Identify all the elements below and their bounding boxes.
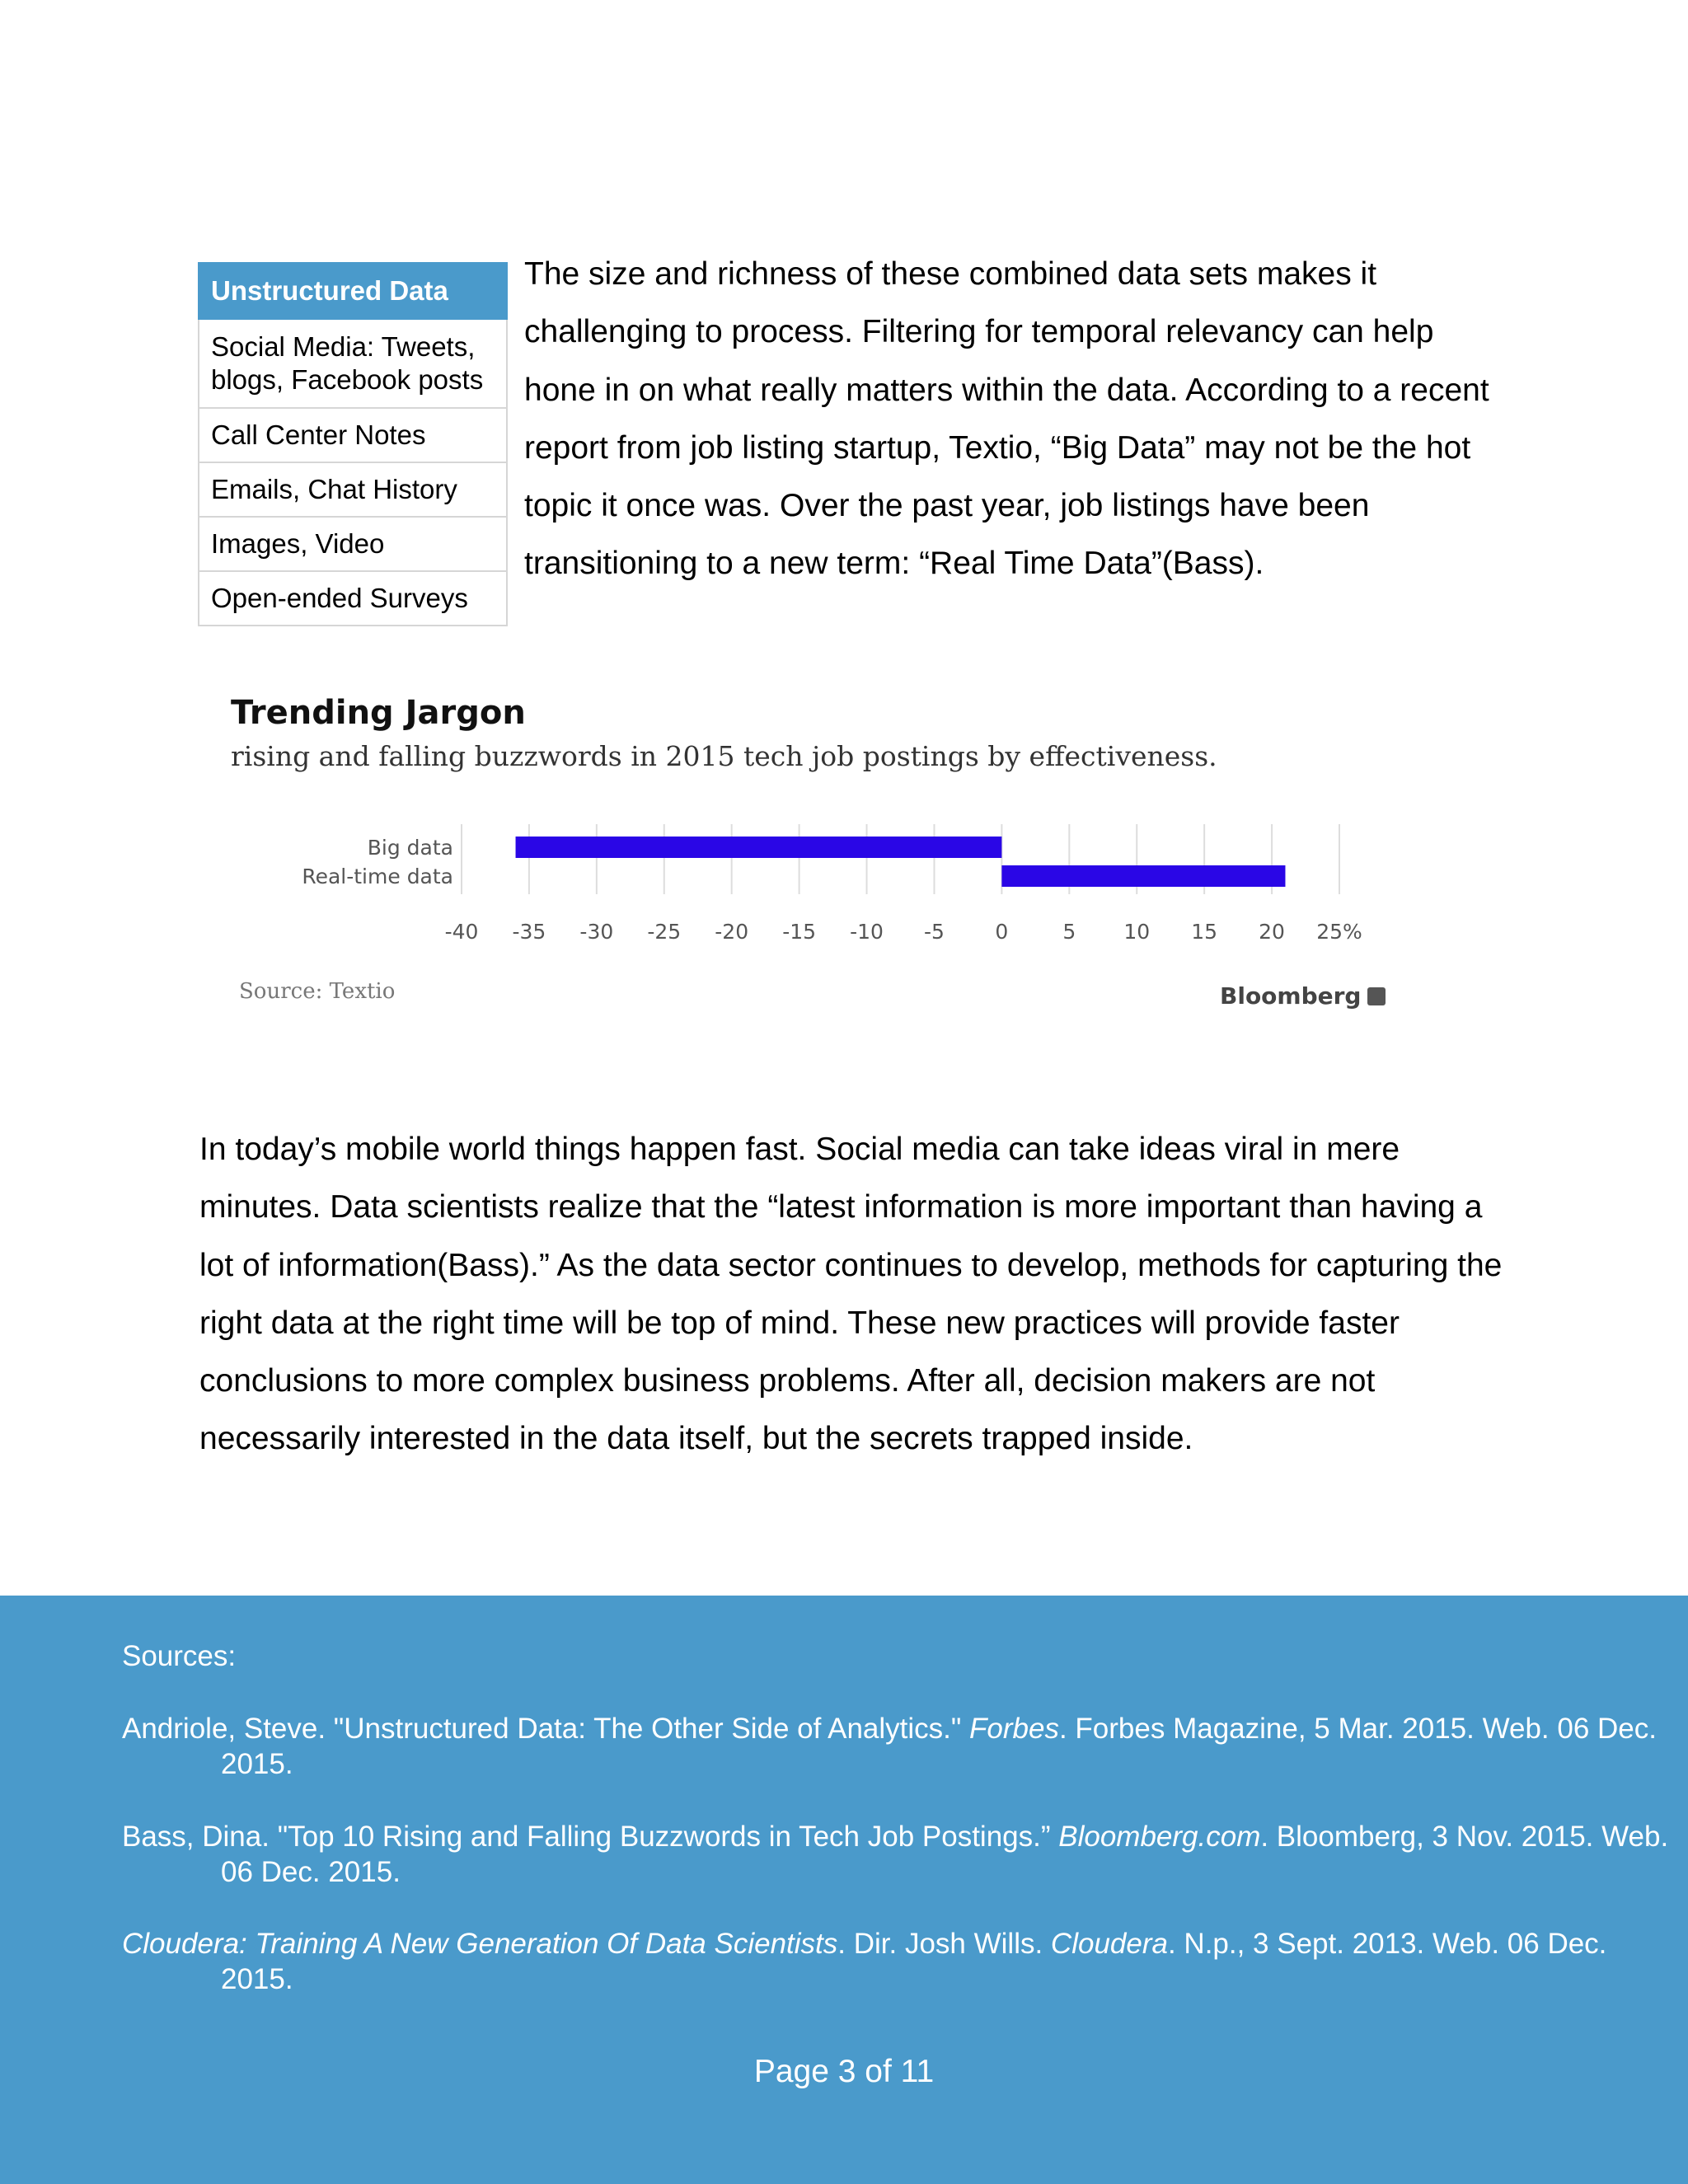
citation-text: . Forbes Magazine, 5 Mar. 2015. Web. 06 Dec. 2015. <box>221 1713 1657 1780</box>
table-row: Images, Video <box>199 517 507 571</box>
table-row: Open-ended Surveys <box>199 571 507 626</box>
citation-text: . N.p., 3 Sept. 2013. Web. 06 Dec. 2015. <box>221 1928 1607 1995</box>
citation-publication: Cloudera <box>1050 1928 1168 1960</box>
chart-title: Trending Jargon <box>231 694 526 732</box>
table-row: Emails, Chat History <box>199 462 507 517</box>
category-label: Real-time data <box>302 865 453 888</box>
citation-title: Cloudera: Training A New Generation Of Data Scientists <box>122 1928 838 1960</box>
table-row: Call Center Notes <box>199 408 507 462</box>
x-tick-label: -15 <box>782 920 817 944</box>
bloomberg-logo-icon <box>1367 987 1386 1005</box>
bar <box>1001 865 1285 887</box>
table-header: Unstructured Data <box>199 263 507 319</box>
x-tick-label: 25% <box>1316 920 1362 944</box>
x-tick-label: -20 <box>715 920 749 944</box>
x-tick-label: -35 <box>512 920 546 944</box>
x-tick-label: -10 <box>850 920 884 944</box>
bloomberg-label: Bloomberg <box>1220 982 1362 1010</box>
sources-footer <box>0 1596 1688 2184</box>
page-number: Page 3 of 11 <box>753 2054 935 2089</box>
citation-andriole <box>122 1711 1672 1782</box>
sources-heading: Sources: <box>122 1640 237 1672</box>
citation-bass <box>122 1819 1672 1890</box>
x-tick-label: -30 <box>579 920 614 944</box>
intro-paragraph: The size and richness of these combined data sets makes it challenging to process. Filtering for temporal relevancy can help hone in on what really matters within the data. According to a recent report from job listing startup, Textio, “Big Data” may not be the hot topic it once was. Over the past year, job listings have been transitioning to a new term: “Real Time Data”(Bass). <box>524 256 1489 582</box>
x-tick-label: -25 <box>647 920 682 944</box>
citation-text: Bass, Dina. "Top 10 Rising and Falling Buzzwords in Tech Job Postings.” <box>122 1821 1059 1853</box>
citation-publication: Bloomberg.com <box>1058 1821 1261 1853</box>
x-tick-label: -5 <box>923 920 945 944</box>
citation-publication: Forbes <box>969 1713 1059 1745</box>
x-tick-label: 15 <box>1191 920 1218 944</box>
x-tick-label: 20 <box>1259 920 1285 944</box>
x-tick-label: 10 <box>1123 920 1151 944</box>
citation-text: Andriole, Steve. "Unstructured Data: The Other Side of Analytics." <box>122 1713 970 1745</box>
category-label: Big data <box>367 836 453 860</box>
x-tick-label: 5 <box>1062 920 1076 944</box>
bar <box>516 837 1002 858</box>
table-row: Social Media: Tweets, blogs, Facebook posts <box>199 319 507 408</box>
trending-jargon-chart <box>223 684 1393 1030</box>
citation-text: . Dir. Josh Wills. <box>837 1928 1051 1960</box>
x-tick-label: -40 <box>444 920 479 944</box>
citation-text: . Bloomberg, 3 Nov. 2015. Web. 06 Dec. 2015. <box>221 1821 1669 1888</box>
unstructured-data-table <box>198 262 508 626</box>
chart-brand <box>1220 982 1386 1010</box>
chart-plot <box>223 684 1393 981</box>
citation-cloudera <box>122 1926 1672 1997</box>
closing-paragraph: In today’s mobile world things happen fast. Social media can take ideas viral in mere minutes. Data scientists realize that the “latest information is more important than having a lot of information(Bass).” As the data sector continues to develop, methods for capturing the right data at the right time will be top of mind. These new practices will provide faster conclusions to more complex business problems. After all, decision makers are not necessarily interested in the data itself, but the secrets trapped inside. <box>199 1132 1503 1457</box>
chart-subtitle: rising and falling buzzwords in 2015 tech job postings by effectiveness. <box>231 740 1217 772</box>
x-tick-label: 0 <box>995 920 1009 944</box>
chart-source: Source: Textio <box>239 979 396 1004</box>
